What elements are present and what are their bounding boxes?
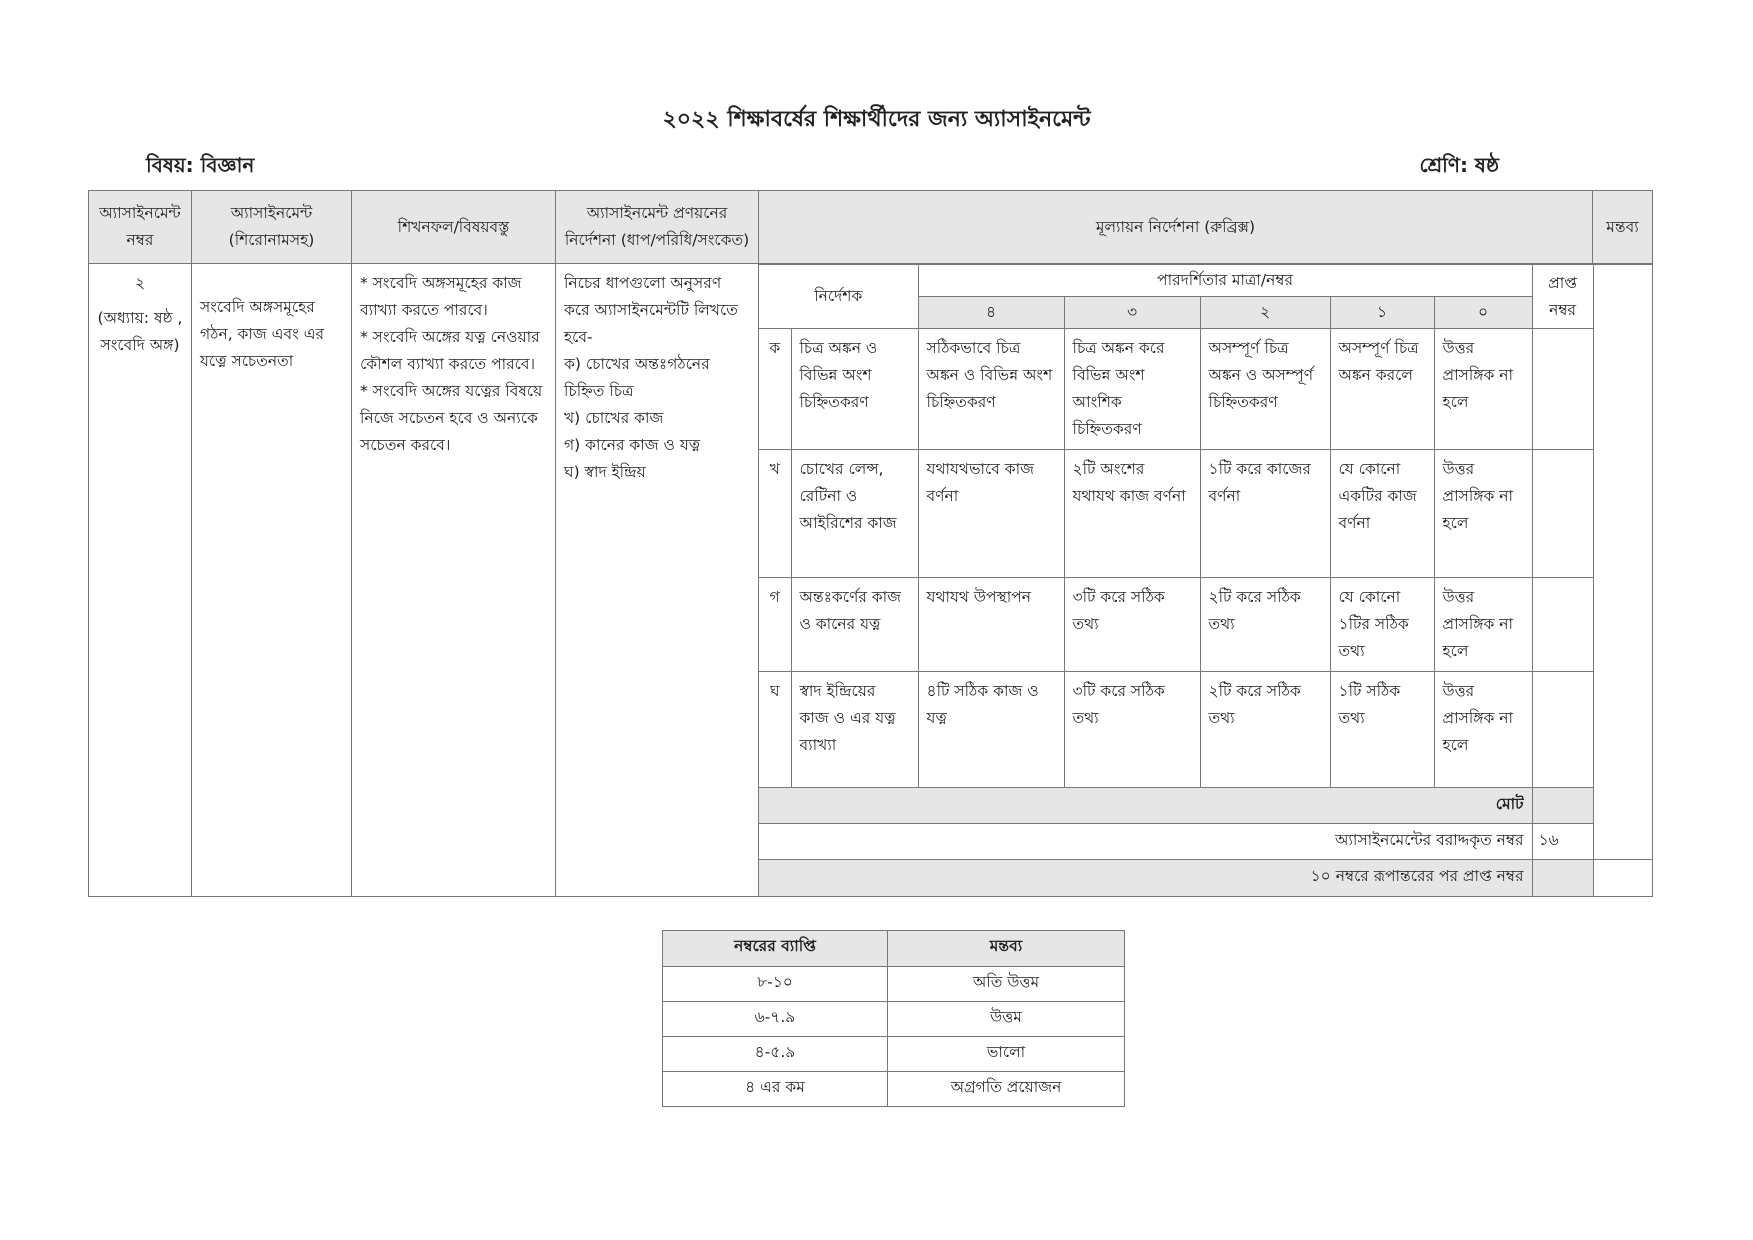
obtained-score: [1532, 672, 1593, 788]
performance-header: পারদর্শিতার মাত্রা/নম্বর: [918, 265, 1532, 297]
assignment-table: [88, 190, 1653, 897]
assignment-number: ২: [134, 274, 146, 292]
allotted-value: ১৬: [1532, 824, 1593, 860]
level-1: ১: [1330, 297, 1434, 329]
row-level-1: ১টি সঠিক তথ্য: [1330, 672, 1434, 788]
row-level-0: উত্তর প্রাসঙ্গিক না হলে: [1434, 450, 1532, 578]
class-label: শ্রেণি: ষষ্ঠ: [1419, 153, 1499, 177]
row-indicator: অন্তঃকর্ণের কাজ ও কানের যত্ন: [791, 578, 918, 672]
rubric-header-row: [759, 265, 1653, 297]
row-indicator: স্বাদ ইন্দ্রিয়ের কাজ ও এর যত্ন ব্যাখ্যা: [791, 672, 918, 788]
table-row: [663, 967, 1125, 1002]
row-letter: ঘ: [759, 672, 791, 788]
row-level-4: সঠিকভাবে চিত্র অঙ্কন ও বিভিন্ন অংশ চিহ্নিতকরণ: [918, 329, 1064, 450]
instruction-step: গ) কানের কাজ ও যত্ন: [564, 436, 701, 454]
row-level-2: ২টি করে সঠিক তথ্য: [1200, 672, 1330, 788]
row-level-1: যে কোনো ১টির সঠিক তথ্য: [1330, 578, 1434, 672]
instruction-step: ক) চোখের অন্তঃগঠনের চিহ্নিত চিত্র: [564, 355, 710, 400]
row-level-4: ৪টি সঠিক কাজ ও যত্ন: [918, 672, 1064, 788]
allotted-row: [759, 824, 1653, 860]
row-letter: খ: [759, 450, 791, 578]
instruction-intro: নিচের ধাপগুলো অনুসরণ করে অ্যাসাইনমেন্টটি লিখতে হবে-: [564, 274, 738, 346]
converted-label: ১০ নম্বরে রূপান্তরের পর প্রাপ্ত নম্বর: [759, 860, 1532, 896]
row-level-1: যে কোনো একটির কাজ বর্ণনা: [1330, 450, 1434, 578]
row-level-0: উত্তর প্রাসঙ্গিক না হলে: [1434, 672, 1532, 788]
instructions-cell: [556, 264, 759, 897]
row-level-3: ৩টি করে সঠিক তথ্য: [1064, 578, 1200, 672]
grade-remark: অতি উত্তম: [888, 967, 1125, 1002]
obtained-score: [1532, 450, 1593, 578]
row-level-1: অসম্পূর্ণ চিত্র অঙ্কন করলে: [1330, 329, 1434, 450]
table-row: [663, 1072, 1125, 1107]
page-title: ২০২২ শিক্ষাবর্ষের শিক্ষার্থীদের জন্য অ্যাসাইনমেন্ট: [662, 107, 1091, 132]
rubric-row: [759, 578, 1653, 672]
row-indicator: চিত্র অঙ্কন ও বিভিন্ন অংশ চিহ্নিতকরণ: [791, 329, 918, 450]
grading-header-range: নম্বরের ব্যাপ্তি: [663, 931, 888, 967]
col-remarks: মন্তব্য: [1593, 191, 1653, 264]
level-2: ২: [1200, 297, 1330, 329]
row-level-2: অসম্পূর্ণ চিত্র অঙ্কন ও অসম্পূর্ণ চিহ্নিতকরণ: [1200, 329, 1330, 450]
total-value: [1532, 788, 1593, 824]
col-assignment-no: অ্যাসাইনমেন্ট নম্বর: [89, 191, 192, 264]
row-level-3: ৩টি করে সঠিক তথ্য: [1064, 672, 1200, 788]
col-learning-outcome: শিখনফল/বিষয়বস্তু: [352, 191, 556, 264]
grade-range: ৪ এর কম: [663, 1072, 888, 1107]
converted-value: [1532, 860, 1593, 896]
row-letter: ক: [759, 329, 791, 450]
learning-outcome: * সংবেদি অঙ্গসমূহের কাজ ব্যাখ্যা করতে পারবে।: [360, 274, 522, 319]
obtained-score: [1532, 578, 1593, 672]
assignment-chapter: (অধ্যায়: ষষ্ঠ , সংবেদি অঙ্গ): [97, 309, 183, 354]
col-evaluation: মূল্যায়ন নির্দেশনা (রুব্রিক্স): [759, 191, 1593, 264]
row-level-2: ১টি করে কাজের বর্ণনা: [1200, 450, 1330, 578]
grade-remark: ভালো: [888, 1037, 1125, 1072]
col-assignment-title: অ্যাসাইনমেন্ট (শিরোনামসহ): [192, 191, 352, 264]
row-level-4: যথাযথ উপস্থাপন: [918, 578, 1064, 672]
learning-outcome: * সংবেদি অঙ্গের যত্ন নেওয়ার কৌশল ব্যাখ্যা করতে পারবে।: [360, 328, 540, 373]
total-row: [759, 788, 1653, 824]
assignment-number-cell: [89, 264, 192, 897]
table-row: [663, 1037, 1125, 1072]
remarks-cell: [1593, 265, 1653, 824]
rubric-row: [759, 329, 1653, 450]
grading-header-remark: মন্তব্য: [888, 931, 1125, 967]
obtained-header: প্রাপ্ত নম্বর: [1532, 265, 1593, 329]
row-level-4: যথাযথভাবে কাজ বর্ণনা: [918, 450, 1064, 578]
table-row: [663, 1002, 1125, 1037]
remarks-cell: [1593, 824, 1653, 860]
learning-outcome: * সংবেদি অঙ্গের যত্নের বিষয়ে নিজে সচেতন হবে ও অন্যকে সচেতন করবে।: [360, 382, 543, 454]
total-label: মোট: [759, 788, 1532, 824]
assignment-title: সংবেদি অঙ্গসমূহের গঠন, কাজ এবং এর যত্নে সচেতনতা: [192, 264, 352, 897]
col-instructions: অ্যাসাইনমেন্ট প্রণয়নের নির্দেশনা (ধাপ/পরিধি/সংকেত): [556, 191, 759, 264]
grade-range: ৪-৫.৯: [663, 1037, 888, 1072]
allotted-label: অ্যাসাইনমেন্টের বরাদ্দকৃত নম্বর: [759, 824, 1532, 860]
rubric-row: [759, 450, 1653, 578]
rubric-row: [759, 672, 1653, 788]
level-4: ৪: [918, 297, 1064, 329]
row-level-2: ২টি করে সঠিক তথ্য: [1200, 578, 1330, 672]
rubric-cell: [759, 264, 1653, 897]
grading-table: [662, 930, 1125, 1107]
row-letter: গ: [759, 578, 791, 672]
grade-range: ৮-১০: [663, 967, 888, 1002]
instruction-step: ঘ) স্বাদ ইন্দ্রিয়: [564, 463, 646, 481]
converted-row: [759, 860, 1653, 896]
grade-range: ৬-৭.৯: [663, 1002, 888, 1037]
row-level-3: চিত্র অঙ্কন করে বিভিন্ন অংশ আংশিক চিহ্নিতকরণ: [1064, 329, 1200, 450]
subject-label: বিষয়: বিজ্ঞান: [146, 153, 255, 177]
assignment-row: [89, 264, 1653, 897]
remarks-cell: [1593, 860, 1653, 896]
learning-outcomes-cell: [352, 264, 556, 897]
grade-remark: উত্তম: [888, 1002, 1125, 1037]
level-0: ০: [1434, 297, 1532, 329]
instruction-step: খ) চোখের কাজ: [564, 409, 664, 427]
grade-remark: অগ্রগতি প্রয়োজন: [888, 1072, 1125, 1107]
row-level-0: উত্তর প্রাসঙ্গিক না হলে: [1434, 578, 1532, 672]
row-level-0: উত্তর প্রাসঙ্গিক না হলে: [1434, 329, 1532, 450]
row-level-3: ২টি অংশের যথাযথ কাজ বর্ণনা: [1064, 450, 1200, 578]
row-indicator: চোখের লেন্স, রেটিনা ও আইরিশের কাজ: [791, 450, 918, 578]
level-3: ৩: [1064, 297, 1200, 329]
rubric-table: [759, 264, 1653, 896]
indicator-header: নির্দেশক: [759, 265, 918, 329]
table-header-row: [89, 191, 1653, 264]
obtained-score: [1532, 329, 1593, 450]
grading-header-row: [663, 931, 1125, 967]
